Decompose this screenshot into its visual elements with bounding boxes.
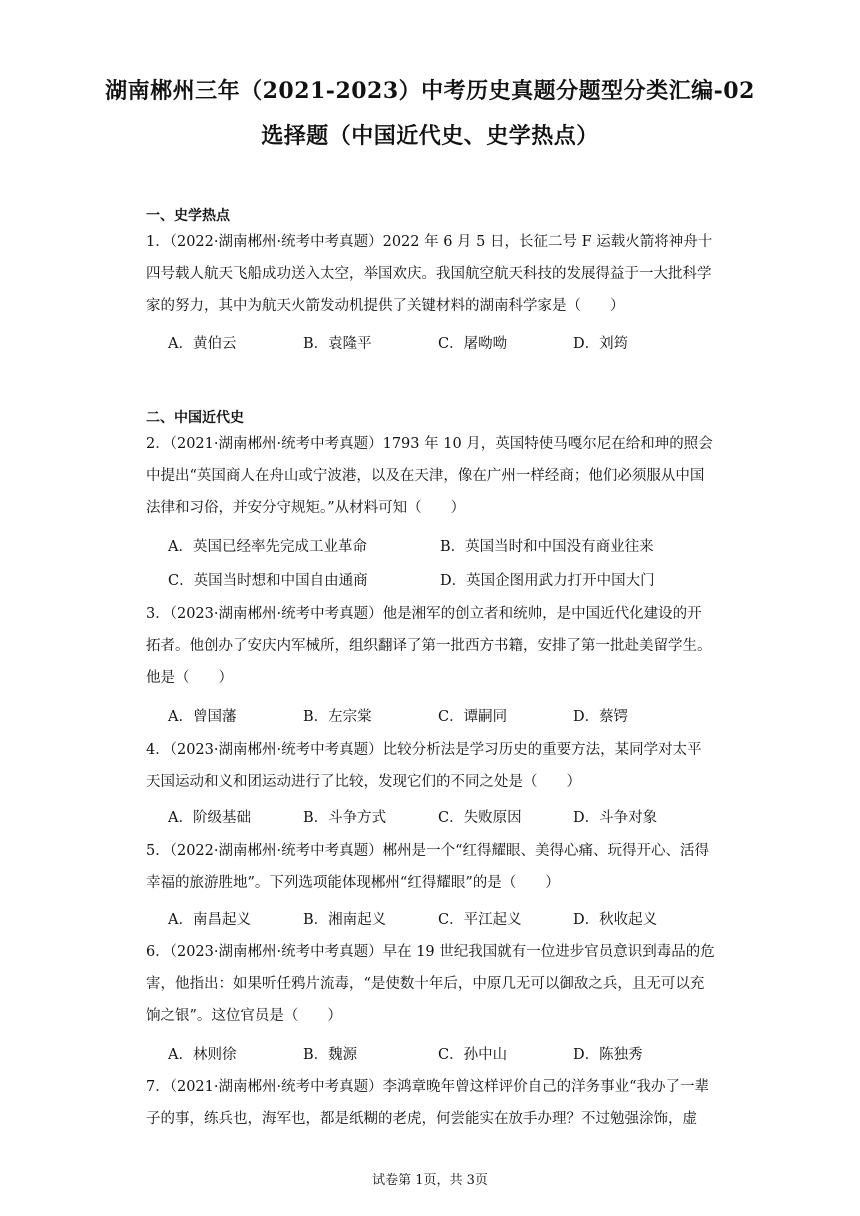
question-5-options <box>168 908 728 929</box>
option-a: A．南昌起义 <box>168 912 251 928</box>
question-3-options <box>168 705 728 726</box>
option-c: C．英国当时想和中国自由通商 <box>168 573 368 589</box>
option-d: D．秋收起义 <box>573 912 658 928</box>
question-4-options <box>168 806 728 827</box>
option-a: A．阶级基础 <box>168 810 251 826</box>
document-title-line1: 湖南郴州三年（2021-2023）中考历史真题分题型分类汇编-02 <box>105 78 755 104</box>
option-c: C．平江起义 <box>438 912 522 928</box>
option-b: B．英国当时和中国没有商业往来 <box>440 539 654 555</box>
question-5: 5．（2022·湖南郴州·统考中考真题）郴州是一个“红得耀眼、美得心痛、玩得开心、活得幸福的旅游胜地”。下列选项能体现郴州“红得耀眼”的是（ ） <box>146 843 710 891</box>
option-d: D．刘筠 <box>573 336 629 352</box>
option-d: D．陈独秀 <box>573 1047 643 1063</box>
question-1-options <box>168 332 728 353</box>
option-b: B．斗争方式 <box>303 810 387 826</box>
question-4: 4．（2023·湖南郴州·统考中考真题）比较分析法是学习历史的重要方法，某同学对太平天国运动和义和团运动进行了比较，发现它们的不同之处是（ ） <box>146 742 702 790</box>
option-b: B．袁隆平 <box>303 336 372 352</box>
question-7: 7．（2021·湖南郴州·统考中考真题）李鸿章晚年曾这样评价自己的洋务事业“我办了一辈子的事，练兵也，海军也，都是纸糊的老虎，何尝能实在放手办理？不过勉强涂饰，虚 <box>146 1079 710 1127</box>
question-6: 6．（2023·湖南郴州·统考中考真题）早在 19 世纪我国就有一位进步官员意识到毒品的危害，他指出：如果听任鸦片流毒，“是使数十年后，中原几无可以御敌之兵，且无可以充饷之银”。这位官员是（ ） <box>146 944 715 1024</box>
option-d: D．斗争对象 <box>573 810 658 826</box>
question-2-options-row1 <box>168 535 728 556</box>
question-1: 1．（2022·湖南郴州·统考中考真题）2022 年 6 月 5 日，长征二号 F 运载火箭将神舟十四号载人航天飞船成功送入太空，举国欢庆。我国航空航天科技的发展得益于一大批科学家的努力，其中为航天火箭发动机提供了关键材料的湖南科学家是（ ） <box>146 234 713 314</box>
option-c: C．谭嗣同 <box>438 709 508 725</box>
option-b: B．魏源 <box>303 1047 358 1063</box>
question-2-options-row2 <box>168 569 728 590</box>
option-a: A．黄伯云 <box>168 336 237 352</box>
option-d: D．蔡锷 <box>573 709 629 725</box>
option-b: B．湘南起义 <box>303 912 387 928</box>
question-2: 2．（2021·湖南郴州·统考中考真题）1793 年 10 月，英国特使马嘎尔尼在给和珅的照会中提出“英国商人在舟山或宁波港，以及在天津，像在广州一样经商；他们必须服从中国法律和习俗，并安分守规矩。”从材料可知（ ） <box>146 436 713 516</box>
page-footer: 试卷第 1页，共 3页 <box>372 1173 488 1188</box>
document-title-line2: 选择题（中国近代史、史学热点） <box>261 123 599 149</box>
question-6-options <box>168 1043 728 1064</box>
option-c: C．孙中山 <box>438 1047 508 1063</box>
option-b: B．左宗棠 <box>303 709 372 725</box>
option-d: D．英国企图用武力打开中国大门 <box>440 573 655 589</box>
option-c: C．屠呦呦 <box>438 336 508 352</box>
option-a: A．英国已经率先完成工业革命 <box>168 539 367 555</box>
section-heading-history-hotspots: 一、史学热点 <box>146 208 230 224</box>
question-3: 3．（2023·湖南郴州·统考中考真题）他是湘军的创立者和统帅，是中国近代化建设的开拓者。他创办了安庆内军械所，组织翻译了第一批西方书籍，安排了第一批赴美留学生。他是（ ） <box>146 606 712 686</box>
section-heading-modern-china: 二、中国近代史 <box>146 410 244 426</box>
option-c: C．失败原因 <box>438 810 522 826</box>
option-a: A．曾国藩 <box>168 709 237 725</box>
option-a: A．林则徐 <box>168 1047 237 1063</box>
